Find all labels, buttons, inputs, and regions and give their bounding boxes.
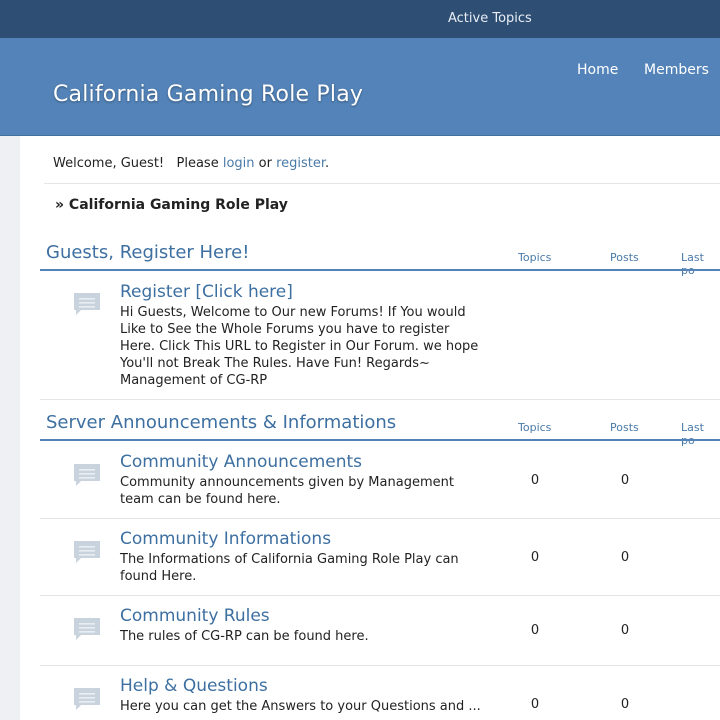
section-title-guests[interactable]: Guests, Register Here! [46, 242, 250, 263]
row-separator [40, 399, 720, 400]
forum-title-community-announcements[interactable]: Community Announcements [120, 452, 363, 472]
forum-speech-bubble-icon [73, 617, 101, 641]
welcome-suffix: . [325, 156, 330, 171]
forum-title-community-informations[interactable]: Community Informations [120, 529, 332, 549]
section-rule [40, 439, 720, 441]
forum-description: Here you can get the Answers to your Questions and ... [120, 699, 481, 714]
posts-count: 0 [620, 473, 630, 488]
forum-title-help-questions[interactable]: Help & Questions [120, 676, 268, 696]
top-bar [0, 0, 720, 38]
section-rule [40, 269, 720, 271]
login-link[interactable]: login [222, 156, 255, 171]
active-topics-link[interactable]: Active Topics [448, 11, 532, 26]
column-header-topics: Topics [518, 251, 552, 264]
forum-description: The rules of CG-RP can be found here. [120, 629, 369, 644]
topics-count: 0 [530, 697, 540, 712]
forum-description: The Informations of California Gaming Role Play can found Here. [120, 552, 459, 584]
section-title-announcements[interactable]: Server Announcements & Informations [46, 412, 397, 433]
row-separator [40, 595, 720, 596]
forum-description: Hi Guests, Welcome to Our new Forums! If You would Like to See the Whole Forums you have to register Here. Click This URL to Register in Our Forum. we hope You'll not Break The Rules. Have Fun! Regards~ Management of CG-RP [120, 305, 479, 388]
forum-speech-bubble-icon [73, 687, 101, 711]
column-header-topics: Topics [518, 421, 552, 434]
row-separator [40, 665, 720, 666]
topics-count: 0 [530, 550, 540, 565]
welcome-divider [44, 183, 720, 184]
posts-count: 0 [620, 623, 630, 638]
welcome-message [53, 156, 329, 171]
posts-count: 0 [620, 550, 630, 565]
forum-title-community-rules[interactable]: Community Rules [120, 606, 270, 626]
forum-speech-bubble-icon [73, 292, 101, 316]
breadcrumb[interactable]: » California Gaming Role Play [55, 197, 288, 213]
column-header-last-post: Last [681, 251, 704, 264]
nav-home-link[interactable]: Home [577, 62, 619, 78]
posts-count: 0 [620, 697, 630, 712]
column-header-last-post: Last [681, 421, 704, 434]
welcome-middle: or [254, 156, 277, 171]
nav-members-link[interactable]: Members [644, 62, 709, 78]
column-header-posts: Posts [610, 421, 639, 434]
topics-count: 0 [530, 623, 540, 638]
topics-count: 0 [530, 473, 540, 488]
main-content [20, 136, 720, 720]
forum-speech-bubble-icon [73, 540, 101, 564]
forum-title-register[interactable]: Register [Click here] [120, 282, 293, 302]
register-link[interactable]: register [276, 156, 326, 171]
site-title[interactable]: California Gaming Role Play [53, 82, 364, 107]
row-separator [40, 518, 720, 519]
column-header-posts: Posts [610, 251, 639, 264]
welcome-prefix: Welcome, Guest! Please [53, 156, 223, 171]
site-header [0, 38, 720, 136]
forum-description: Community announcements given by Management team can be found here. [120, 475, 454, 507]
forum-speech-bubble-icon [73, 463, 101, 487]
